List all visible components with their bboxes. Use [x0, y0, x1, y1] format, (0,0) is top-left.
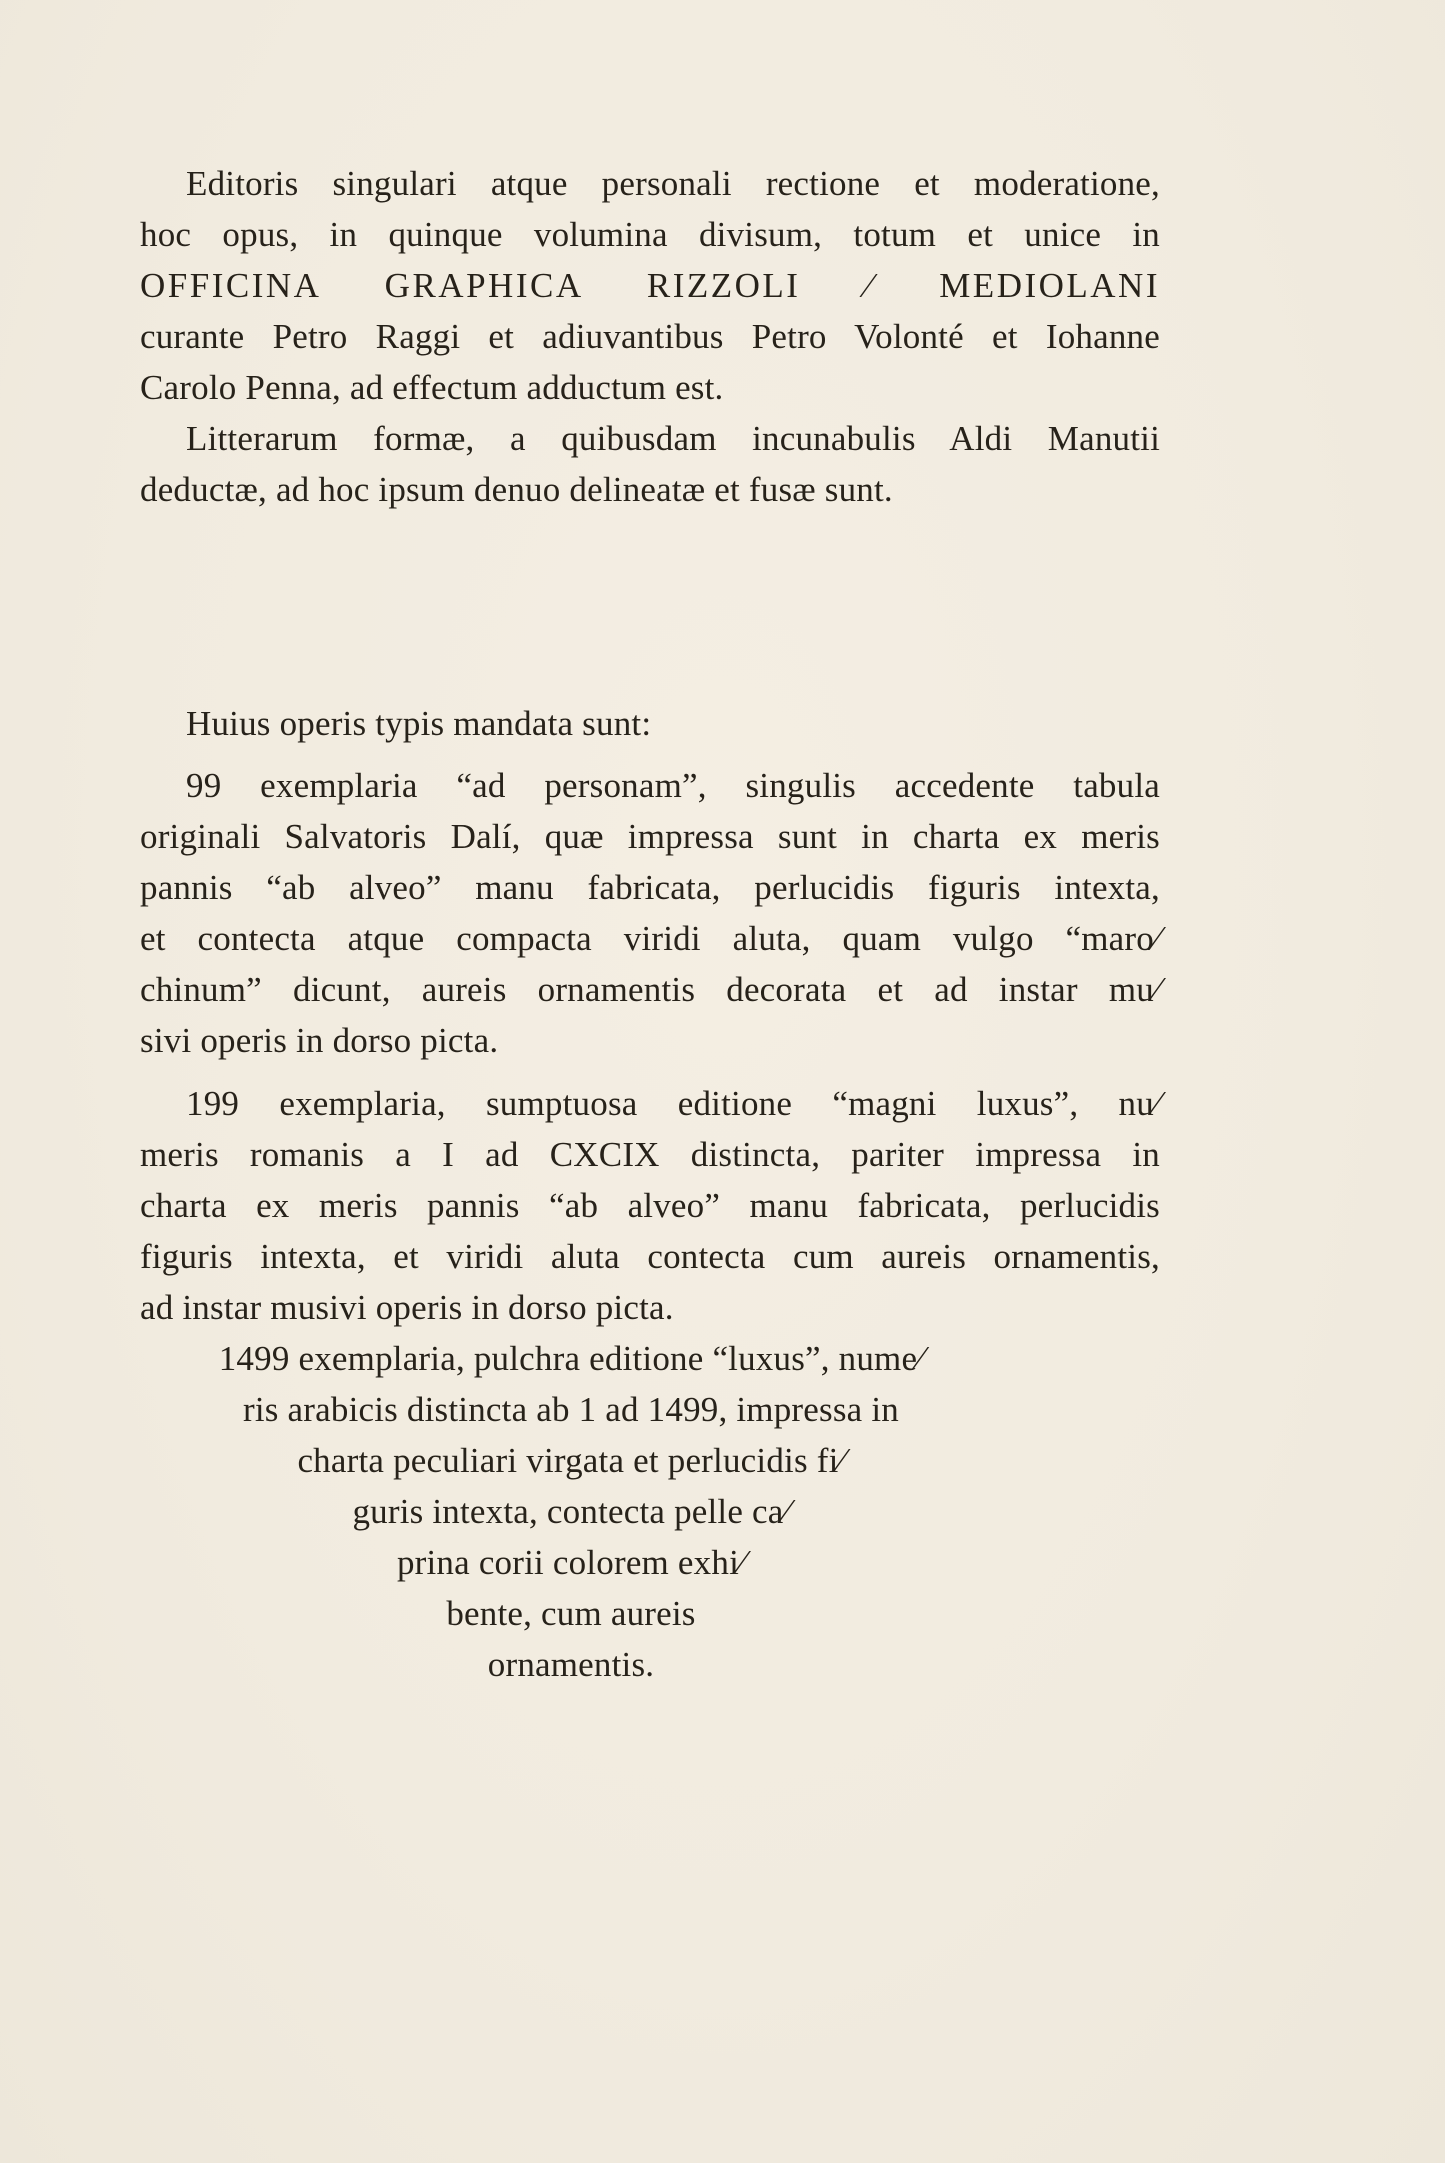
paragraph-1499-exemplaria [140, 1333, 1002, 1690]
colophon-line: originali Salvatoris Dalí, quæ impressa sunt in charta ex meris [140, 817, 1160, 856]
paragraph-99-exemplaria [140, 760, 1160, 1066]
colophon-line: meris romanis a I ad CXCIX distincta, pariter impressa in [140, 1135, 1160, 1174]
paragraph-litterarum [140, 413, 1160, 515]
colophon-line: 199 exemplaria, sumptuosa editione “magni luxus”, nu⁄ [186, 1084, 1160, 1123]
colophon-line: Editoris singulari atque personali rectione et moderatione, [186, 164, 1160, 203]
colophon-line: Litterarum formæ, a quibusdam incunabulis Aldi Manutii [186, 419, 1160, 458]
heading-line: Huius operis typis mandata sunt: [186, 704, 652, 743]
colophon-line: curante Petro Raggi et adiuvantibus Petro Volonté et Iohanne [140, 317, 1160, 356]
colophon-line: sivi operis in dorso picta. [140, 1021, 499, 1060]
colophon-text-block [140, 158, 1160, 1690]
colophon-line: ornamentis. [487, 1645, 655, 1684]
colophon-line: 1499 exemplaria, pulchra editione “luxus”, nume⁄ [218, 1339, 924, 1378]
colophon-line: ris arabicis distincta ab 1 ad 1499, impressa in [243, 1390, 899, 1429]
colophon-line: charta ex meris pannis “ab alveo” manu fabricata, perlucidis [140, 1186, 1160, 1225]
paragraph-editoris [140, 158, 1160, 413]
colophon-line: et contecta atque compacta viridi aluta, quam vulgo “maro⁄ [140, 919, 1160, 958]
colophon-line: charta peculiari virgata et perlucidis fi⁄ [297, 1441, 845, 1480]
colophon-line: bente, cum aureis [446, 1594, 696, 1633]
colophon-line: 99 exemplaria “ad personam”, singulis accedente tabula [186, 766, 1160, 805]
colophon-line: figuris intexta, et viridi aluta contecta cum aureis ornamentis, [140, 1237, 1160, 1276]
paragraph-199-exemplaria [140, 1078, 1160, 1333]
colophon-line: ad instar musivi operis in dorso picta. [140, 1288, 674, 1327]
colophon-line: guris intexta, contecta pelle ca⁄ [352, 1492, 790, 1531]
edition-list-heading [140, 698, 1160, 749]
imprint-name-line: OFFICINA GRAPHICA RIZZOLI ⁄ MEDIOLANI [140, 266, 1160, 305]
colophon-line: chinum” dicunt, aureis ornamentis decorata et ad instar mu⁄ [140, 970, 1160, 1009]
colophon-line: hoc opus, in quinque volumina divisum, totum et unice in [140, 215, 1160, 254]
colophon-line: prina corii colorem exhi⁄ [396, 1543, 746, 1582]
colophon-line: Carolo Penna, ad effectum adductum est. [140, 368, 724, 407]
colophon-line: pannis “ab alveo” manu fabricata, perlucidis figuris intexta, [140, 868, 1160, 907]
colophon-line: deductæ, ad hoc ipsum denuo delineatæ et fusæ sunt. [140, 470, 893, 509]
